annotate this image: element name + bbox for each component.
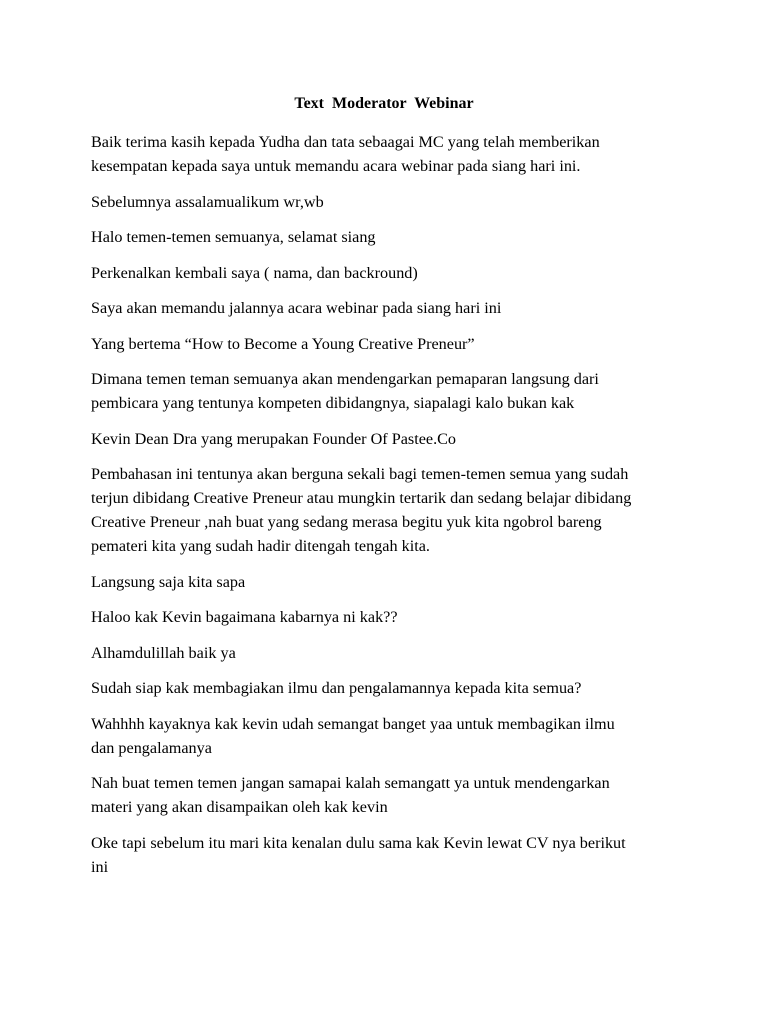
text-line: Perkenalkan kembali saya ( nama, dan backround)	[91, 263, 418, 282]
text-line: Pembahasan ini tentunya akan berguna sekali bagi temen-temen semua yang sudah	[91, 465, 629, 483]
text-line: Wahhhh kayaknya kak kevin udah semangat banget yaa untuk membagikan ilmu	[91, 714, 615, 733]
text-line: Langsung saja kita sapa	[91, 572, 246, 591]
paragraph	[91, 190, 691, 214]
text-line: pemateri kita yang sudah hadir ditengah tengah kita.	[91, 537, 430, 555]
document-body	[91, 130, 691, 890]
paragraph	[91, 570, 691, 594]
text-line: Oke tapi sebelum itu mari kita kenalan dulu sama kak Kevin lewat CV nya berikut	[91, 833, 626, 852]
paragraph	[91, 641, 691, 665]
text-line: Kevin Dean Dra yang merupakan Founder Of Pastee.Co	[91, 429, 457, 448]
text-line: ini	[91, 857, 109, 876]
paragraph	[91, 462, 691, 558]
text-line: materi yang akan disampaikan oleh kak kevin	[91, 798, 388, 816]
paragraph	[91, 605, 691, 629]
paragraph	[91, 225, 691, 249]
text-line: Creative Preneur ,nah buat yang sedang merasa begitu yuk kita ngobrol bareng	[91, 513, 602, 531]
paragraph	[91, 771, 691, 819]
text-line: terjun dibidang Creative Preneur atau mungkin tertarik dan sedang belajar dibidang	[91, 489, 632, 507]
text-line: Baik terima kasih kepada Yudha dan tata sebaagai MC yang telah memberikan	[91, 133, 600, 151]
document-title: Text Moderator Webinar	[294, 95, 474, 112]
paragraph	[91, 831, 691, 879]
paragraph	[91, 712, 691, 760]
paragraph	[91, 427, 691, 451]
text-line: Saya akan memandu jalannya acara webinar pada siang hari ini	[91, 299, 502, 317]
text-line: Halo temen-temen semuanya, selamat siang	[91, 228, 376, 246]
text-line: Haloo kak Kevin bagaimana kabarnya ni kak??	[91, 608, 398, 626]
paragraph	[91, 367, 691, 415]
text-line: Sebelumnya assalamualikum wr,wb	[91, 192, 324, 211]
text-line: Dimana temen teman semuanya akan mendengarkan pemaparan langsung dari	[91, 370, 599, 388]
text-line: Sudah siap kak membagiakan ilmu dan pengalamannya kepada kita semua?	[91, 679, 582, 697]
text-line: kesempatan kepada saya untuk memandu acara webinar pada siang hari ini.	[91, 157, 581, 175]
paragraph	[91, 296, 691, 320]
text-line: pembicara yang tentunya kompeten dibidangnya, siapalagi kalo bukan kak	[91, 394, 575, 412]
paragraph	[91, 676, 691, 700]
paragraph	[91, 130, 691, 178]
paragraph	[91, 261, 691, 285]
text-line: dan pengalamanya	[91, 738, 212, 757]
text-line: Nah buat temen temen jangan samapai kalah semangatt ya untuk mendengarkan	[91, 774, 610, 792]
text-line: Yang bertema “How to Become a Young Creative Preneur”	[91, 334, 475, 353]
text-line: Alhamdulillah baik ya	[91, 643, 236, 662]
paragraph	[91, 332, 691, 356]
